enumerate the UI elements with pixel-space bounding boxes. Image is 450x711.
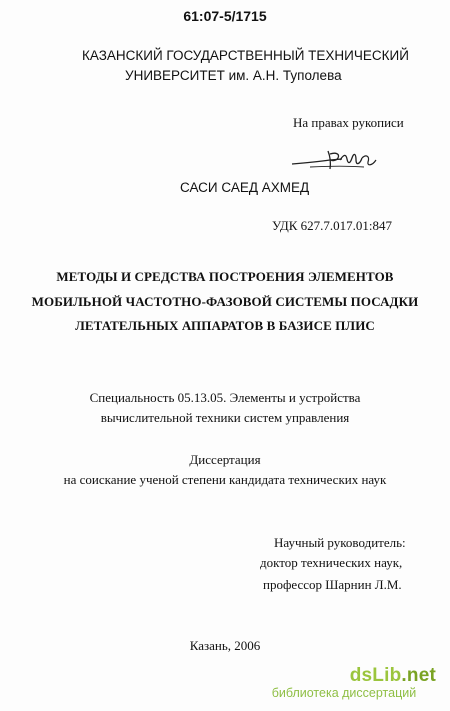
dslib-watermark: [272, 666, 436, 701]
archive-number: 61:07-5/1715: [183, 8, 267, 24]
author-name: САСИ САЕД АХМЕД: [180, 180, 310, 195]
supervisor-label: Научный руководитель:: [274, 535, 406, 550]
supervisor-name: профессор Шарнин Л.М.: [263, 577, 402, 592]
specialty-line1: Специальность 05.13.05. Элементы и устройства: [89, 390, 361, 405]
watermark-subtitle: библиотека диссертаций: [271, 686, 417, 700]
udc-code: УДК 627.7.017.01:847: [272, 218, 393, 233]
dissertation-title-line2: МОБИЛЬНОЙ ЧАСТОТНО-ФАЗОВОЙ СИСТЕМЫ ПОСАДКИ: [31, 294, 419, 309]
dissertation-label: Диссертация: [189, 452, 261, 467]
university-name-line2: УНИВЕРСИТЕТ им. А.Н. Туполева: [125, 68, 342, 83]
watermark-logo: [272, 666, 436, 686]
degree-line: на соискание ученой степени кандидата технических наук: [63, 472, 387, 487]
supervisor-degree: доктор технических наук,: [260, 555, 403, 570]
watermark-logo-tld: .net: [401, 665, 436, 686]
dissertation-title-line3: ЛЕТАТЕЛЬНЫХ АППАРАТОВ В БАЗИСЕ ПЛИС: [75, 318, 375, 333]
handwritten-signature: [290, 142, 380, 176]
dissertation-title-line1: МЕТОДЫ И СРЕДСТВА ПОСТРОЕНИЯ ЭЛЕМЕНТОВ: [56, 269, 394, 284]
city-year: Казань, 2006: [189, 638, 261, 653]
specialty-line2: вычислительной техники систем управления: [100, 410, 350, 425]
watermark-logo-main: dsLib: [349, 665, 402, 686]
university-name-line1: КАЗАНСКИЙ ГОСУДАРСТВЕННЫЙ ТЕХНИЧЕСКИЙ: [82, 48, 409, 63]
manuscript-rights-note: На правах рукописи: [293, 115, 404, 130]
